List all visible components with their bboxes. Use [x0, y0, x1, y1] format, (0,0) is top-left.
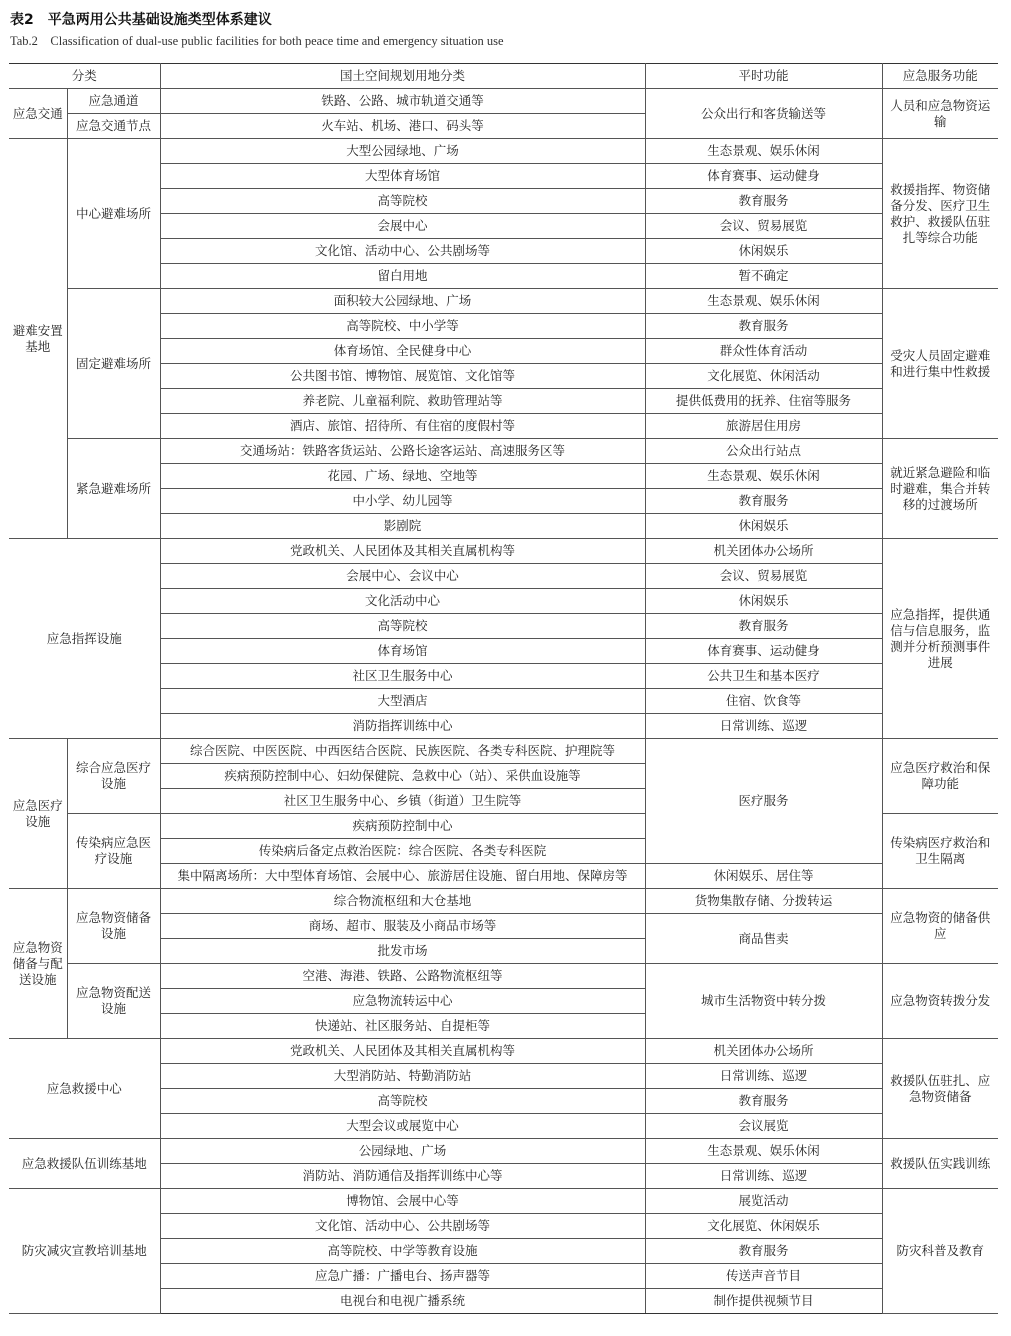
- peacetime-cell: 医疗服务: [645, 739, 882, 864]
- table-row: [9, 739, 998, 764]
- land-use-cell: 疾病预防控制中心、妇幼保健院、急救中心（站）、采供血设施等: [160, 764, 645, 789]
- land-use-cell: 火车站、机场、港口、码头等: [160, 114, 645, 139]
- land-use-cell: 应急物流转运中心: [160, 989, 645, 1014]
- land-use-cell: 高等院校: [160, 1089, 645, 1114]
- table-row: [9, 539, 998, 564]
- peacetime-cell: 机关团体办公场所: [645, 539, 882, 564]
- subcategory-cell: 传染病应急医疗设施: [67, 814, 160, 889]
- peacetime-cell: 教育服务: [645, 314, 882, 339]
- category-cell: 应急医疗设施: [9, 739, 67, 889]
- emergency-cell: 应急指挥，提供通信与信息服务，监测并分析预测事件进展: [882, 539, 998, 739]
- peacetime-cell: 教育服务: [645, 614, 882, 639]
- peacetime-cell: 群众性体育活动: [645, 339, 882, 364]
- peacetime-cell: 公众出行和客货输送等: [645, 89, 882, 139]
- land-use-cell: 博物馆、会展中心等: [160, 1189, 645, 1214]
- peacetime-cell: 教育服务: [645, 1239, 882, 1264]
- emergency-cell: 救援队伍实践训练: [882, 1139, 998, 1189]
- land-use-cell: 留白用地: [160, 264, 645, 289]
- peacetime-cell: 会议展览: [645, 1114, 882, 1139]
- peacetime-cell: 休闲娱乐: [645, 239, 882, 264]
- peacetime-cell: 住宿、饮食等: [645, 689, 882, 714]
- header-category: 分类: [9, 64, 160, 89]
- subcategory-cell: 固定避难场所: [67, 289, 160, 439]
- peacetime-cell: 公共卫生和基本医疗: [645, 664, 882, 689]
- subcategory-cell: 应急物资配送设施: [67, 964, 160, 1039]
- table-row: [9, 1039, 998, 1064]
- land-use-cell: 文化活动中心: [160, 589, 645, 614]
- peacetime-cell: 商品售卖: [645, 914, 882, 964]
- land-use-cell: 快递站、社区服务站、自提柜等: [160, 1014, 645, 1039]
- peacetime-cell: 日常训练、巡逻: [645, 1164, 882, 1189]
- land-use-cell: 公园绿地、广场: [160, 1139, 645, 1164]
- land-use-cell: 社区卫生服务中心: [160, 664, 645, 689]
- table-row: [9, 139, 998, 164]
- emergency-cell: 传染病医疗救治和卫生隔离: [882, 814, 998, 889]
- land-use-cell: 消防站、消防通信及指挥训练中心等: [160, 1164, 645, 1189]
- peacetime-cell: 暂不确定: [645, 264, 882, 289]
- emergency-cell: 防灾科普及教育: [882, 1189, 998, 1314]
- peacetime-cell: 展览活动: [645, 1189, 882, 1214]
- land-use-cell: 电视台和电视广播系统: [160, 1289, 645, 1314]
- category-cell: 应急物资储备与配送设施: [9, 889, 67, 1039]
- land-use-cell: 花园、广场、绿地、空地等: [160, 464, 645, 489]
- emergency-cell: 救援指挥、物资储备分发、医疗卫生救护、救援队伍驻扎等综合功能: [882, 139, 998, 289]
- emergency-cell: 人员和应急物资运输: [882, 89, 998, 139]
- table-row: [9, 889, 998, 914]
- peacetime-cell: 文化展览、休闲娱乐: [645, 1214, 882, 1239]
- land-use-cell: 会展中心、会议中心: [160, 564, 645, 589]
- emergency-cell: 就近紧急避险和临时避难，集合并转移的过渡场所: [882, 439, 998, 539]
- land-use-cell: 高等院校、中学等教育设施: [160, 1239, 645, 1264]
- land-use-cell: 综合物流枢纽和大仓基地: [160, 889, 645, 914]
- peacetime-cell: 生态景观、娱乐休闲: [645, 464, 882, 489]
- land-use-cell: 文化馆、活动中心、公共剧场等: [160, 239, 645, 264]
- subcategory-cell: 紧急避难场所: [67, 439, 160, 539]
- land-use-cell: 传染病后备定点救治医院：综合医院、各类专科医院: [160, 839, 645, 864]
- header-land-use: 国土空间规划用地分类: [160, 64, 645, 89]
- peacetime-cell: 传送声音节目: [645, 1264, 882, 1289]
- peacetime-cell: 会议、贸易展览: [645, 214, 882, 239]
- land-use-cell: 体育场馆: [160, 639, 645, 664]
- peacetime-cell: 文化展览、休闲活动: [645, 364, 882, 389]
- peacetime-cell: 教育服务: [645, 1089, 882, 1114]
- category-cell: 应急交通: [9, 89, 67, 139]
- peacetime-cell: 日常训练、巡逻: [645, 1064, 882, 1089]
- table-row: [9, 89, 998, 114]
- table-row: [9, 1189, 998, 1214]
- land-use-cell: 大型公园绿地、广场: [160, 139, 645, 164]
- peacetime-cell: 教育服务: [645, 489, 882, 514]
- land-use-cell: 党政机关、人民团体及其相关直属机构等: [160, 539, 645, 564]
- category-cell: 应急救援队伍训练基地: [9, 1139, 160, 1189]
- peacetime-cell: 生态景观、娱乐休闲: [645, 289, 882, 314]
- land-use-cell: 集中隔离场所：大中型体育场馆、会展中心、旅游居住设施、留白用地、保障房等: [160, 864, 645, 889]
- table-subtitle: Tab.2 Classification of dual-use public facilities for both peace time and emergency situation use: [10, 34, 504, 48]
- emergency-cell: 受灾人员固定避难和进行集中性救援: [882, 289, 998, 439]
- table-row: [9, 1139, 998, 1164]
- peacetime-cell: 机关团体办公场所: [645, 1039, 882, 1064]
- land-use-cell: 高等院校: [160, 614, 645, 639]
- table-title: 表2 平急两用公共基础设施类型体系建议: [10, 12, 272, 28]
- facility-classification-table: [9, 63, 998, 1314]
- land-use-cell: 中小学、幼儿园等: [160, 489, 645, 514]
- land-use-cell: 铁路、公路、城市轨道交通等: [160, 89, 645, 114]
- peacetime-cell: 旅游居住用房: [645, 414, 882, 439]
- land-use-cell: 高等院校: [160, 189, 645, 214]
- peacetime-cell: 体育赛事、运动健身: [645, 639, 882, 664]
- land-use-cell: 大型体育场馆: [160, 164, 645, 189]
- peacetime-cell: 日常训练、巡逻: [645, 714, 882, 739]
- peacetime-cell: 休闲娱乐: [645, 589, 882, 614]
- emergency-cell: 应急物资的储备供应: [882, 889, 998, 964]
- peacetime-cell: 生态景观、娱乐休闲: [645, 1139, 882, 1164]
- peacetime-cell: 休闲娱乐: [645, 514, 882, 539]
- land-use-cell: 综合医院、中医医院、中西医结合医院、民族医院、各类专科医院、护理院等: [160, 739, 645, 764]
- peacetime-cell: 提供低费用的抚养、住宿等服务: [645, 389, 882, 414]
- subcategory-cell: 综合应急医疗设施: [67, 739, 160, 814]
- land-use-cell: 消防指挥训练中心: [160, 714, 645, 739]
- land-use-cell: 影剧院: [160, 514, 645, 539]
- land-use-cell: 公共图书馆、博物馆、展览馆、文化馆等: [160, 364, 645, 389]
- peacetime-cell: 制作提供视频节目: [645, 1289, 882, 1314]
- table-row: [9, 289, 998, 314]
- header-peacetime-function: 平时功能: [645, 64, 882, 89]
- emergency-cell: 应急医疗救治和保障功能: [882, 739, 998, 814]
- peacetime-cell: 会议、贸易展览: [645, 564, 882, 589]
- land-use-cell: 体育场馆、全民健身中心: [160, 339, 645, 364]
- land-use-cell: 交通场站：铁路客货运站、公路长途客运站、高速服务区等: [160, 439, 645, 464]
- category-cell: 避难安置基地: [9, 139, 67, 539]
- peacetime-cell: 体育赛事、运动健身: [645, 164, 882, 189]
- category-cell: 应急救援中心: [9, 1039, 160, 1139]
- category-cell: 防灾减灾宣教培训基地: [9, 1189, 160, 1314]
- peacetime-cell: 休闲娱乐、居住等: [645, 864, 882, 889]
- land-use-cell: 党政机关、人民团体及其相关直属机构等: [160, 1039, 645, 1064]
- subcategory-cell: 应急物资储备设施: [67, 889, 160, 964]
- land-use-cell: 商场、超市、服装及小商品市场等: [160, 914, 645, 939]
- land-use-cell: 大型消防站、特勤消防站: [160, 1064, 645, 1089]
- land-use-cell: 会展中心: [160, 214, 645, 239]
- land-use-cell: 应急广播：广播电台、扬声器等: [160, 1264, 645, 1289]
- subcategory-cell: 中心避难场所: [67, 139, 160, 289]
- land-use-cell: 高等院校、中小学等: [160, 314, 645, 339]
- peacetime-cell: 教育服务: [645, 189, 882, 214]
- land-use-cell: 空港、海港、铁路、公路物流枢纽等: [160, 964, 645, 989]
- peacetime-cell: 生态景观、娱乐休闲: [645, 139, 882, 164]
- category-cell: 应急指挥设施: [9, 539, 160, 739]
- subcategory-cell: 应急交通节点: [67, 114, 160, 139]
- land-use-cell: 大型会议或展览中心: [160, 1114, 645, 1139]
- table-row: [9, 439, 998, 464]
- land-use-cell: 大型酒店: [160, 689, 645, 714]
- land-use-cell: 疾病预防控制中心: [160, 814, 645, 839]
- table-row: [9, 964, 998, 989]
- land-use-cell: 面积较大公园绿地、广场: [160, 289, 645, 314]
- peacetime-cell: 货物集散存储、分拨转运: [645, 889, 882, 914]
- land-use-cell: 社区卫生服务中心、乡镇（街道）卫生院等: [160, 789, 645, 814]
- subcategory-cell: 应急通道: [67, 89, 160, 114]
- peacetime-cell: 公众出行站点: [645, 439, 882, 464]
- header-row: [9, 64, 998, 89]
- land-use-cell: 文化馆、活动中心、公共剧场等: [160, 1214, 645, 1239]
- land-use-cell: 批发市场: [160, 939, 645, 964]
- land-use-cell: 酒店、旅馆、招待所、有住宿的度假村等: [160, 414, 645, 439]
- emergency-cell: 救援队伍驻扎、应急物资储备: [882, 1039, 998, 1139]
- header-emergency-function: 应急服务功能: [882, 64, 998, 89]
- emergency-cell: 应急物资转拨分发: [882, 964, 998, 1039]
- peacetime-cell: 城市生活物资中转分拨: [645, 964, 882, 1039]
- land-use-cell: 养老院、儿童福利院、救助管理站等: [160, 389, 645, 414]
